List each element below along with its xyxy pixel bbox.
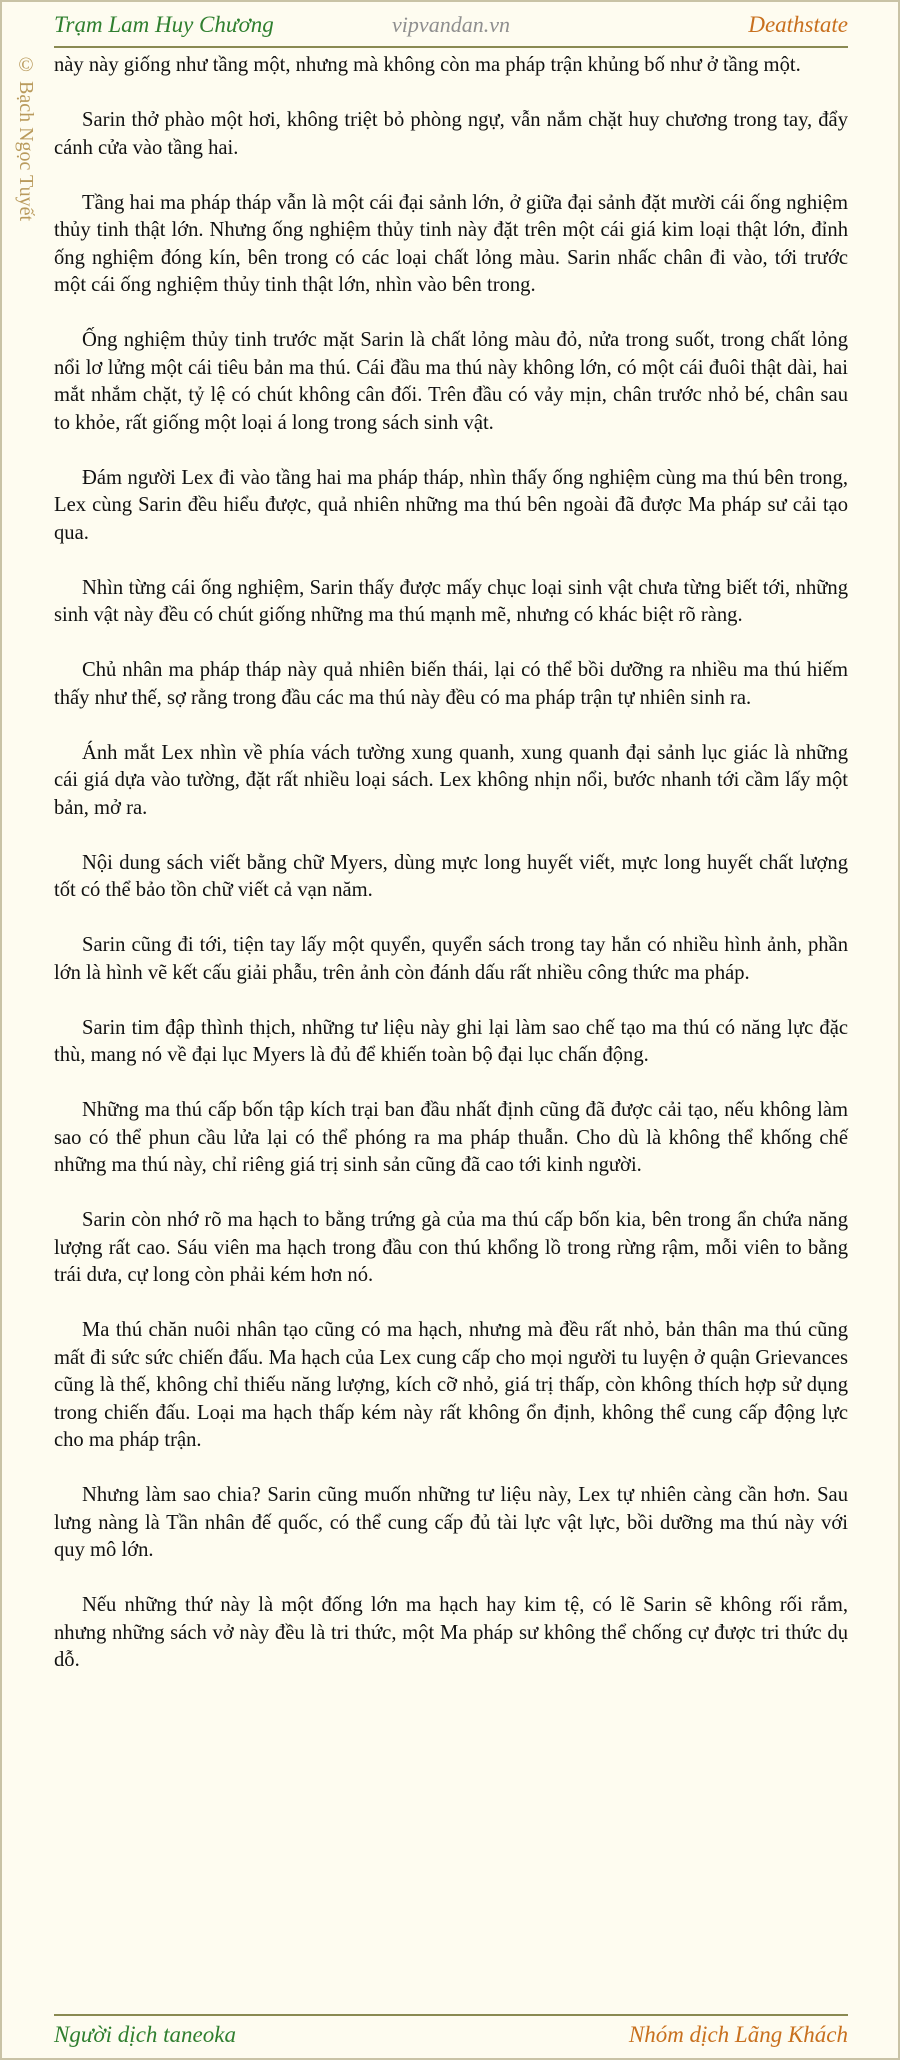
header-book-title: Deathstate (748, 12, 848, 37)
paragraph: Ma thú chăn nuôi nhân tạo cũng có ma hạch, nhưng mà đều rất nhỏ, bản thân ma thú cũng mất đi sức sức chiến đấu. Ma hạch của Lex cung cấp cho mọi người tu luyện ở quận Grievances cũng là thế, không chỉ thiếu năng lượng, kích cỡ nhỏ, giá trị thấp, còn không thích hợp sử dụng trong chiến đấu. Loại ma hạch thấp kém này rất không ổn định, không thể cung cấp động lực cho ma pháp trận. (54, 1319, 848, 1451)
paragraph: này này giống như tầng một, nhưng mà không còn ma pháp trận khủng bố như ở tầng một. (54, 54, 801, 76)
paragraph: Chủ nhân ma pháp tháp này quả nhiên biến thái, lại có thể bồi dưỡng ra nhiều ma thú hiếm thấy như thế, sợ rằng trong đầu các ma thú này đều có ma pháp trận tự nhiên sinh ra. (54, 659, 848, 709)
paragraph: Ánh mắt Lex nhìn về phía vách tường xung quanh, xung quanh đại sảnh lục giác là những cái giá dựa vào tường, đặt rất nhiều loại sách. Lex không nhịn nổi, bước nhanh tới cầm lấy một bản, mở ra. (54, 741, 848, 819)
footer-group: Nhóm dịch Lãng Khách (628, 2022, 848, 2047)
paragraph: Những ma thú cấp bốn tập kích trại ban đầu nhất định cũng đã được cải tạo, nếu không làm sao có thể phun cầu lửa lại có thể phóng ra ma pháp thuẫn. Cho dù là không thể khống chế những ma thú này, chỉ riêng giá trị sinh sản cũng đã cao tới kinh người. (54, 1099, 848, 1176)
page-footer (54, 2014, 848, 2056)
paragraph: Sarin thở phào một hơi, không triệt bỏ phòng ngự, vẫn nắm chặt huy chương trong tay, đẩy cánh cửa vào tầng hai. (54, 109, 848, 159)
header-website: vipvandan.vn (392, 12, 510, 37)
paragraph: Ống nghiệm thủy tinh trước mặt Sarin là chất lỏng màu đỏ, nửa trong suốt, trong chất lỏng nổi lơ lửng một cái tiêu bản ma thú. Cái đầu ma thú này không lớn, có một cái đuôi thật dài, hai mắt nhắm chặt, tỷ lệ có chút không cân đối. Trên đầu có vảy mịn, chân trước nhỏ bé, chân sau to khỏe, rất giống một loại á long trong sách sinh vật. (54, 329, 848, 434)
chapter-text (54, 52, 848, 1702)
paragraph: Tầng hai ma pháp tháp vẫn là một cái đại sảnh lớn, ở giữa đại sảnh đặt mười cái ống nghiệm thủy tinh thật lớn. Nhưng ống nghiệm thủy tinh này đặt trên một cái giá kim loại thật lớn, đỉnh ống nghiệm đóng kín, bên trong có các loại chất lỏng màu. Sarin nhấc chân đi vào, tới trước một cái ống nghiệm thủy tinh thật lớn, nhìn vào bên trong. (54, 191, 848, 296)
paragraph: Nội dung sách viết bằng chữ Myers, dùng mực long huyết viết, mực long huyết chất lượng tốt có thể bảo tồn chữ viết cả vạn năm. (54, 851, 848, 901)
footer-translator: Người dịch taneoka (54, 2022, 236, 2047)
paragraph: Sarin tim đập thình thịch, những tư liệu này ghi lại làm sao chế tạo ma thú có năng lực đặc thù, mang nó về đại lục Myers là đủ để khiến toàn bộ đại lục chấn động. (54, 1016, 848, 1066)
paragraph: Sarin còn nhớ rõ ma hạch to bằng trứng gà của ma thú cấp bốn kia, bên trong ẩn chứa năng lượng rất cao. Sáu viên ma hạch trong đầu con thú khổng lồ trong rừng rậm, mỗi viên to bằng trái dưa, cự long còn phải kém hơn nó. (54, 1209, 848, 1286)
page-header (54, 12, 848, 48)
copyright-text: © Bạch Ngọc Tuyết (15, 54, 37, 221)
paragraph: Nhìn từng cái ống nghiệm, Sarin thấy được mấy chục loại sinh vật chưa từng biết tới, những sinh vật này đều có chút giống những ma thú mạnh mẽ, nhưng có khác biệt rõ ràng. (54, 576, 848, 626)
copyright-sidebar (12, 54, 42, 314)
paragraph: Nếu những thứ này là một đống lớn ma hạch hay kim tệ, có lẽ Sarin sẽ không rối rắm, nhưng những sách vở này đều là tri thức, một Ma pháp sư không thể chống cự được tri thức dụ dỗ. (54, 1594, 848, 1671)
paragraph: Đám người Lex đi vào tầng hai ma pháp tháp, nhìn thấy ống nghiệm cùng ma thú bên trong, Lex cùng Sarin đều hiểu được, quả nhiên những ma thú bên ngoài đã được Ma pháp sư cải tạo qua. (54, 466, 848, 544)
paragraph: Nhưng làm sao chia? Sarin cũng muốn những tư liệu này, Lex tự nhiên càng cần hơn. Sau lưng nàng là Tần nhân đế quốc, có thể cung cấp đủ tài lực vật lực, bồi dưỡng ma thú này với quy mô lớn. (54, 1484, 848, 1561)
paragraph: Sarin cũng đi tới, tiện tay lấy một quyển, quyển sách trong tay hắn có nhiều hình ảnh, phần lớn là hình vẽ kết cấu giải phẫu, trên ảnh còn đánh dấu rất nhiều công thức ma pháp. (54, 934, 848, 984)
header-site-title: Trạm Lam Huy Chương (54, 12, 274, 37)
